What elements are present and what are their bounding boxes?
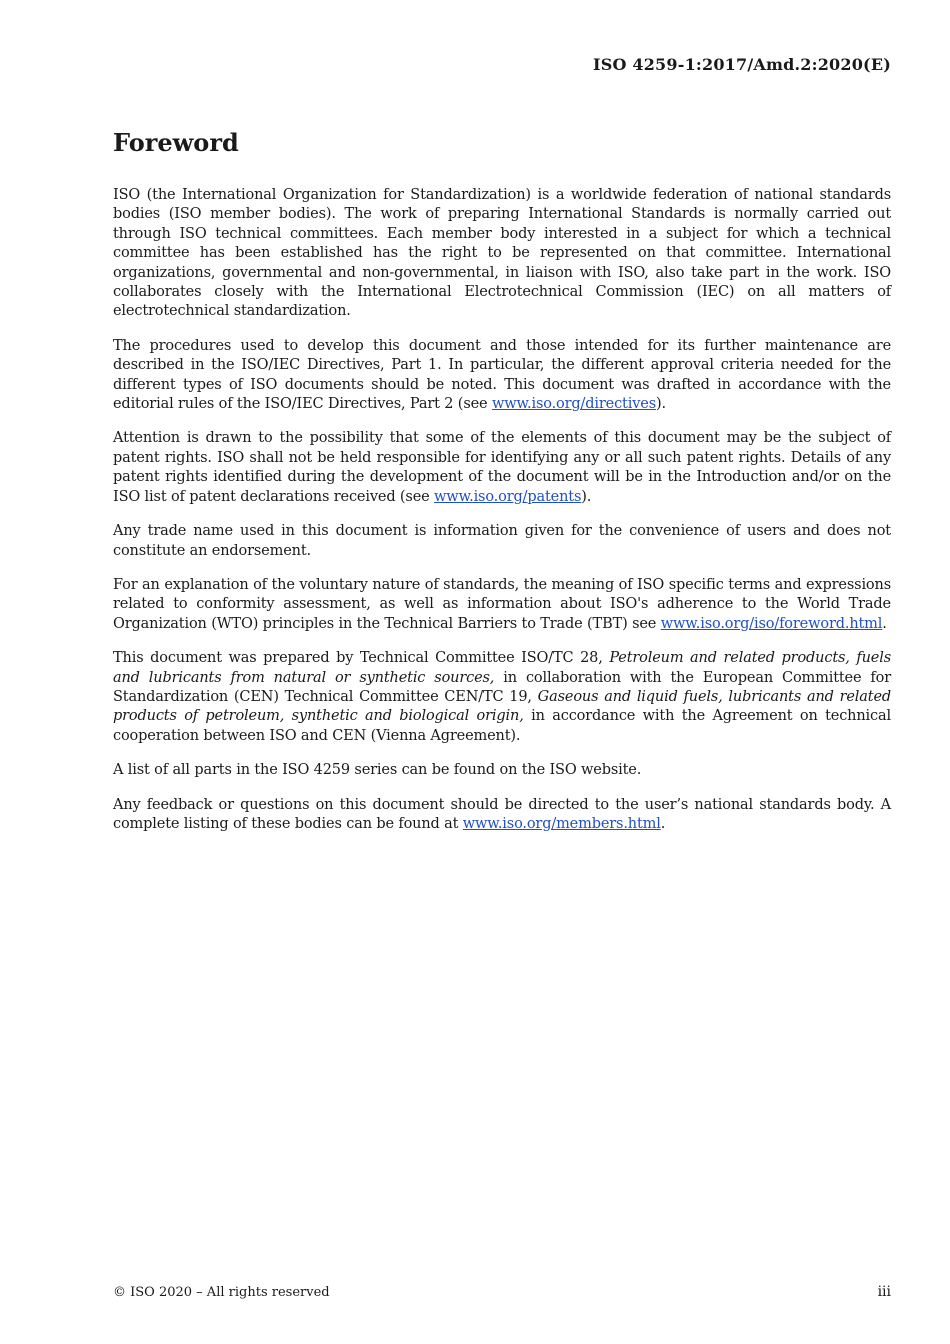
paragraph-procedures: [113, 337, 891, 415]
committee-cen-title: Gaseous and liquid fuels, lubricants and related products of petroleum, synthetic and biological origin,: [113, 688, 892, 725]
paragraph-text: This document was prepared by Technical Committee ISO/TC 28,: [113, 650, 610, 667]
paragraph-committee: [113, 649, 891, 746]
paragraph-iso-overview: ISO (the International Organization for Standardization) is a worldwide federation of national standards bodies (ISO member bodies). The work of preparing International Standards is normally carried out through ISO technical committees. Each member body interested in a subject for which a technical committee has been established has the right to be represented on that committee. International organizations, governmental and non-governmental, in liaison with ISO, also take part in the work. ISO collaborates closely with the International Electrotechnical Commission (IEC) on all matters of electrotechnical standardization.: [113, 187, 891, 320]
page-title: Foreword: [113, 128, 239, 157]
committee-iso-title: Petroleum and related products, fuels and lubricants from natural or synthetic sources,: [113, 650, 891, 686]
paragraph-text: .: [660, 815, 666, 832]
paragraph-text: ).: [655, 396, 666, 413]
paragraph-text: in collaboration with the European Committee for Standardization (CEN) Technical Committee CEN/TC 19,: [113, 669, 891, 705]
foreword-body: [113, 186, 891, 849]
paragraph-feedback: [113, 796, 891, 835]
paragraph-text: ).: [581, 488, 592, 505]
paragraph-text: .: [882, 615, 887, 632]
paragraph-text: The procedures used to develop this document and those intended for its further maintenance are described in the ISO/IEC Directives, Part 1. In particular, the different approval criteria needed for the different types of ISO documents should be noted. This document was drafted in accordance with the editorial rules of the ISO/IEC Directives, Part 2 (see: [113, 337, 891, 413]
paragraph-trade-name: Any trade name used in this document is information given for the convenience of users and does not constitute an endorsement.: [113, 523, 891, 559]
document-reference-header: ISO 4259-1:2017/Amd.2:2020(E): [593, 55, 891, 74]
paragraph-text: in accordance with the Agreement on technical cooperation between ISO and CEN (Vienna Agreement).: [113, 708, 891, 744]
page-number: iii: [877, 1284, 891, 1300]
paragraph-voluntary-nature: [113, 576, 891, 634]
paragraph-text: Any feedback or questions on this document should be directed to the user’s national standards body. A complete listing of these bodies can be found at: [113, 796, 891, 832]
members-link[interactable]: www.iso.org/members.html: [462, 815, 661, 832]
foreword-link[interactable]: www.iso.org/iso/foreword.html: [660, 615, 883, 632]
paragraph-text: Attention is drawn to the possibility that some of the elements of this document may be the subject of patent rights. ISO shall not be held responsible for identifying any or all such patent rights. Details of any patent rights identified during the development of the document will be in the Introduction and/or on the ISO list of patent declarations received (see: [113, 430, 891, 505]
paragraph-patents: [113, 429, 891, 507]
footer-copyright: © ISO 2020 – All rights reserved: [113, 1285, 330, 1300]
paragraph-series-list: A list of all parts in the ISO 4259 series can be found on the ISO website.: [113, 762, 642, 779]
patents-link[interactable]: www.iso.org/patents: [434, 488, 582, 505]
paragraph-text: For an explanation of the voluntary nature of standards, the meaning of ISO specific terms and expressions related to conformity assessment, as well as information about ISO's adherence to the World Trade Organization (WTO) principles in the Technical Barriers to Trade (TBT) see: [113, 576, 891, 632]
directives-link[interactable]: www.iso.org/directives: [491, 396, 656, 413]
